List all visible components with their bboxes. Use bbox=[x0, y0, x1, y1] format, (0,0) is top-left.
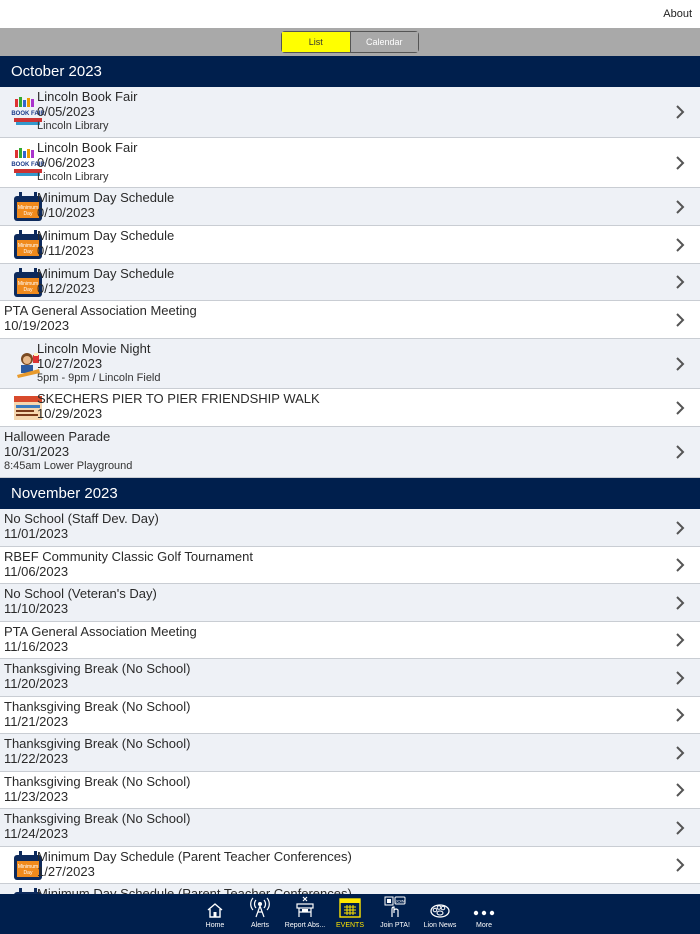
event-title: Minimum Day Schedule (Parent Teacher Conferences) bbox=[37, 849, 352, 864]
event-title: Lincoln Book Fair bbox=[37, 89, 138, 104]
event-date: 0/05/2023 bbox=[37, 104, 95, 119]
tab-label: Lion News bbox=[423, 922, 457, 929]
chevron-right-icon bbox=[674, 443, 686, 461]
join-pta-icon bbox=[373, 894, 417, 918]
event-title: RBEF Community Classic Golf Tournament bbox=[4, 549, 254, 564]
event-date: 11/21/2023 bbox=[4, 714, 69, 729]
tab-events[interactable] bbox=[328, 894, 372, 934]
svg-text:BOOK FAIR: BOOK FAIR bbox=[11, 162, 45, 168]
chevron-right-icon bbox=[674, 631, 686, 649]
view-toggle-bar bbox=[0, 28, 700, 56]
event-location: 8:45am Lower Playground bbox=[4, 460, 133, 472]
event-title: Minimum Day Schedule bbox=[37, 190, 175, 205]
event-date: 0/12/2023 bbox=[37, 281, 95, 296]
event-title: Lincoln Movie Night bbox=[37, 341, 151, 356]
chevron-right-icon bbox=[674, 154, 686, 172]
tab-label: Join PTA! bbox=[380, 922, 410, 929]
chevron-right-icon bbox=[674, 198, 686, 216]
event-date: 11/20/2023 bbox=[4, 676, 69, 691]
tab-more[interactable] bbox=[462, 894, 506, 934]
event-date: 10/27/2023 bbox=[37, 356, 103, 371]
events-list[interactable] bbox=[0, 56, 700, 894]
svg-text:Day: Day bbox=[23, 211, 33, 217]
event-location: Lincoln Library bbox=[37, 171, 109, 183]
event-date: 11/06/2023 bbox=[4, 564, 69, 579]
tab-label: Home bbox=[205, 922, 225, 929]
chevron-right-icon bbox=[674, 519, 686, 537]
about-link[interactable]: About bbox=[663, 8, 692, 20]
event-row[interactable] bbox=[0, 847, 700, 884]
event-row[interactable] bbox=[0, 389, 700, 427]
paw-icon bbox=[418, 894, 462, 918]
more-dots-icon bbox=[462, 894, 506, 918]
event-date: 0/11/2023 bbox=[37, 243, 94, 258]
event-row[interactable] bbox=[0, 809, 700, 847]
event-title: Minimum Day Schedule bbox=[37, 266, 175, 281]
home-icon bbox=[193, 894, 237, 918]
tab-alerts[interactable] bbox=[238, 894, 282, 934]
chevron-right-icon bbox=[674, 669, 686, 687]
month-header: November 2023 bbox=[0, 478, 700, 509]
event-title: Thanksgiving Break (No School) bbox=[4, 661, 191, 676]
event-row[interactable] bbox=[0, 188, 700, 226]
event-row[interactable] bbox=[0, 427, 700, 478]
chevron-right-icon bbox=[674, 594, 686, 612]
event-title: Thanksgiving Break (No School) bbox=[4, 699, 191, 714]
chevron-right-icon bbox=[674, 103, 686, 121]
view-segmented-control bbox=[281, 31, 419, 53]
chevron-right-icon bbox=[674, 706, 686, 724]
svg-text:Day: Day bbox=[23, 870, 33, 876]
event-date: 10/19/2023 bbox=[4, 318, 70, 333]
event-title: Thanksgiving Break (No School) bbox=[4, 774, 191, 789]
event-date: 11/10/2023 bbox=[4, 601, 69, 616]
event-date: 0/10/2023 bbox=[37, 205, 95, 220]
tab-report-absence[interactable] bbox=[283, 894, 327, 934]
chevron-right-icon bbox=[674, 819, 686, 837]
event-row[interactable] bbox=[0, 87, 700, 138]
event-row[interactable] bbox=[0, 659, 700, 697]
event-date: 11/01/2023 bbox=[4, 526, 69, 541]
event-date: 11/16/2023 bbox=[4, 639, 69, 654]
event-row[interactable] bbox=[0, 264, 700, 301]
tab-label: EVENTS bbox=[335, 922, 364, 929]
chevron-right-icon bbox=[674, 744, 686, 762]
svg-text:Day: Day bbox=[23, 287, 33, 293]
chevron-right-icon bbox=[674, 311, 686, 329]
school-desk-icon bbox=[283, 894, 327, 918]
event-row[interactable] bbox=[0, 226, 700, 264]
event-date: 11/24/2023 bbox=[4, 826, 69, 841]
event-date: 10/29/2023 bbox=[37, 406, 103, 421]
svg-text:Day: Day bbox=[23, 249, 33, 255]
event-title: SKECHERS PIER TO PIER FRIENDSHIP WALK bbox=[37, 391, 320, 406]
svg-text:Minimum: Minimum bbox=[17, 243, 39, 249]
radio-tower-icon bbox=[238, 894, 282, 918]
chevron-right-icon bbox=[674, 273, 686, 291]
svg-text:Minimum: Minimum bbox=[17, 281, 39, 287]
chevron-right-icon bbox=[674, 236, 686, 254]
chevron-right-icon bbox=[674, 856, 686, 874]
event-title: PTA General Association Meeting bbox=[4, 624, 197, 639]
svg-text:BOOK FAIR: BOOK FAIR bbox=[11, 111, 45, 117]
chevron-right-icon bbox=[674, 355, 686, 373]
event-title: Halloween Parade bbox=[4, 429, 111, 444]
event-date: 11/23/2023 bbox=[4, 789, 69, 804]
event-row[interactable] bbox=[0, 697, 700, 734]
event-date: 0/06/2023 bbox=[37, 155, 95, 170]
event-title: No School (Staff Dev. Day) bbox=[4, 511, 159, 526]
event-row[interactable] bbox=[0, 622, 700, 659]
tab-label: More bbox=[476, 922, 492, 929]
event-row[interactable] bbox=[0, 584, 700, 622]
event-date: 1/27/2023 bbox=[37, 864, 95, 879]
event-row[interactable] bbox=[0, 772, 700, 809]
svg-text:JOIN: JOIN bbox=[395, 898, 405, 904]
svg-text:Minimum: Minimum bbox=[17, 864, 39, 870]
svg-text:Minimum: Minimum bbox=[17, 205, 39, 211]
event-title: Thanksgiving Break (No School) bbox=[4, 811, 191, 826]
event-date: 10/31/2023 bbox=[4, 444, 70, 459]
tab-label: Report Abs... bbox=[284, 922, 326, 929]
event-row[interactable] bbox=[0, 547, 700, 584]
chevron-right-icon bbox=[674, 556, 686, 574]
tab-home[interactable] bbox=[193, 894, 237, 934]
event-location: Lincoln Library bbox=[37, 120, 109, 132]
event-row[interactable] bbox=[0, 138, 700, 188]
event-row[interactable] bbox=[0, 339, 700, 389]
tab-join-pta[interactable] bbox=[373, 894, 417, 934]
event-row[interactable] bbox=[0, 301, 700, 339]
event-title: PTA General Association Meeting bbox=[4, 303, 197, 318]
tab-label: Alerts bbox=[251, 922, 269, 929]
event-title: Thanksgiving Break (No School) bbox=[4, 736, 191, 751]
event-title: Minimum Day Schedule bbox=[37, 228, 175, 243]
event-row[interactable] bbox=[0, 734, 700, 772]
event-title: Lincoln Book Fair bbox=[37, 140, 138, 155]
month-header: October 2023 bbox=[0, 56, 700, 87]
calendar-view-tab[interactable]: Calendar bbox=[350, 32, 419, 52]
list-view-tab[interactable]: List bbox=[282, 32, 350, 52]
bottom-tab-bar bbox=[0, 894, 700, 934]
event-title: No School (Veteran's Day) bbox=[4, 586, 157, 601]
tab-lion-news[interactable] bbox=[418, 894, 462, 934]
event-row[interactable] bbox=[0, 509, 700, 547]
calendar-grid-icon bbox=[328, 894, 372, 918]
event-location: 5pm - 9pm / Lincoln Field bbox=[37, 372, 161, 384]
chevron-right-icon bbox=[674, 399, 686, 417]
top-bar bbox=[0, 0, 700, 28]
event-date: 11/22/2023 bbox=[4, 751, 69, 766]
chevron-right-icon bbox=[674, 781, 686, 799]
